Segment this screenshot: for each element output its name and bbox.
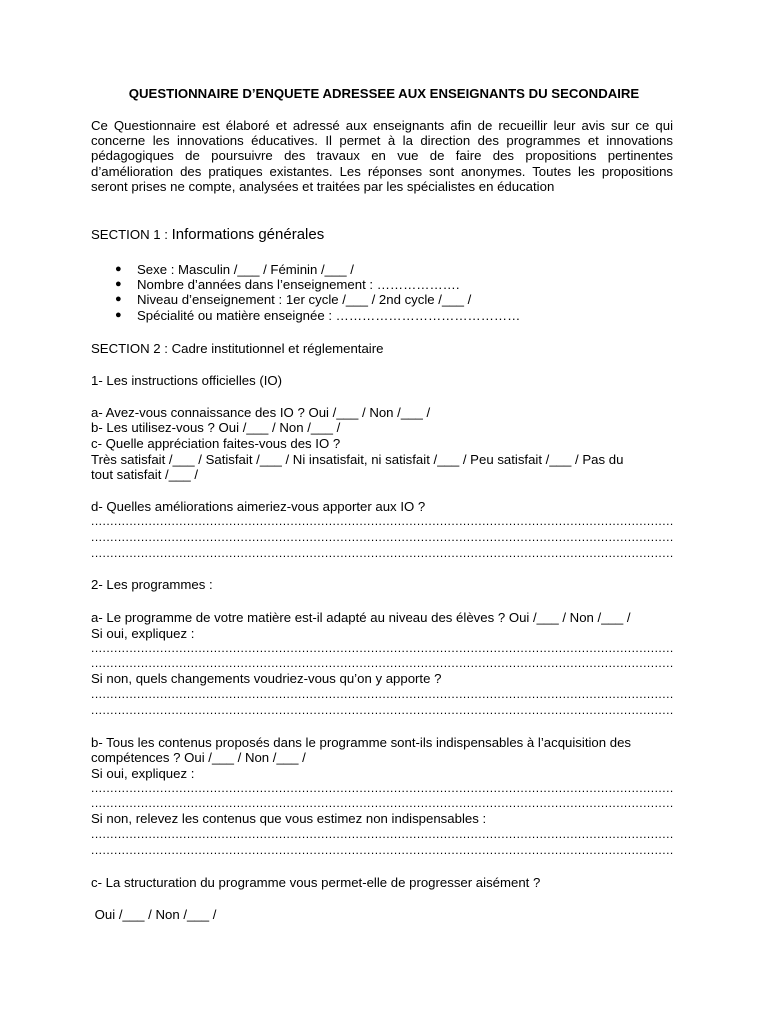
prog-question-c: c- La structuration du programme vous permet-elle de progresser aisément ?: [91, 875, 541, 890]
section1-separator: :: [160, 227, 172, 242]
bullet-level: Niveau d’enseignement : 1er cycle /___ / 2nd cycle /___ /: [137, 292, 472, 308]
section1-heading: [91, 227, 673, 242]
prog-question-b-cont: compétences ? Oui /___ / Non /___ /: [91, 750, 306, 765]
section1-title: Informations générales: [171, 226, 325, 243]
answer-line[interactable]: [91, 514, 673, 529]
answer-line[interactable]: [91, 687, 673, 702]
answer-line[interactable]: [91, 546, 673, 561]
prog-b-if-no: Si non, relevez les contenus que vous estimez non indispensables :: [91, 811, 487, 826]
answer-line[interactable]: [91, 703, 673, 718]
answer-line[interactable]: [91, 843, 673, 858]
io-question-c: c- Quelle appréciation faites-vous des IO ?: [91, 436, 341, 451]
bullet-icon: ●: [115, 278, 122, 291]
answer-line[interactable]: [91, 796, 673, 811]
bullet-icon: ●: [115, 263, 122, 275]
prog-question-a: a- Le programme de votre matière est-il adapté au niveau des élèves ? Oui /___ / Non /___ /: [91, 610, 631, 625]
prog-question-b: b- Tous les contenus proposés dans le programme sont-ils indispensables à l’acquisition des: [91, 735, 632, 750]
bullet-years: Nombre d’années dans l’enseignement : ……………….: [137, 277, 460, 293]
prog-a-if-yes: Si oui, expliquez :: [91, 626, 195, 641]
document-title: QUESTIONNAIRE D’ENQUETE ADRESSEE AUX ENSEIGNANTS DU SECONDAIRE: [128, 86, 640, 101]
answer-line[interactable]: [91, 781, 673, 796]
section2-heading: SECTION 2 : Cadre institutionnel et réglementaire: [91, 341, 384, 356]
io-heading: 1- Les instructions officielles (IO): [91, 373, 283, 388]
io-question-a: a- Avez-vous connaissance des IO ? Oui /___ / Non /___ /: [91, 405, 431, 420]
answer-line[interactable]: [91, 641, 673, 656]
prog-heading: 2- Les programmes :: [91, 577, 213, 592]
prog-c-answer[interactable]: Oui /___ / Non /___ /: [91, 907, 217, 922]
bullet-sexe: Sexe : Masculin /___ / Féminin /___ /: [137, 262, 354, 277]
bullet-subject: Spécialité ou matière enseignée : ……………………………………: [137, 307, 521, 323]
io-c-options-cont: tout satisfait /___ /: [91, 467, 199, 482]
bullet-icon: ●: [115, 293, 122, 306]
section1-label: SECTION 1: [91, 227, 161, 242]
io-c-options: Très satisfait /___ / Satisfait /___ / Ni insatisfait, ni satisfait /___ / Peu satisfait /___ / Pas du: [91, 452, 624, 467]
answer-line[interactable]: [91, 530, 673, 545]
prog-b-if-yes: Si oui, expliquez :: [91, 766, 195, 781]
answer-line[interactable]: [91, 827, 673, 842]
bullet-icon: ●: [115, 308, 122, 321]
general-info-list: [91, 262, 520, 323]
io-question-d: d- Quelles améliorations aimeriez-vous apporter aux IO ?: [91, 499, 426, 514]
list-item: [91, 277, 520, 292]
list-item: [91, 262, 520, 277]
list-item: [91, 308, 520, 323]
list-item: [91, 292, 520, 307]
io-question-b: b- Les utilisez-vous ? Oui /___ / Non /___ /: [91, 420, 341, 435]
prog-a-if-no: Si non, quels changements voudriez-vous qu’on y apporte ?: [91, 671, 442, 686]
answer-line[interactable]: [91, 656, 673, 671]
intro-paragraph: Ce Questionnaire est élaboré et adressé aux enseignants afin de recueillir leur avis sur ce qui concerne les innovations éducatives. Il permet à la direction des programmes et innovations pédagogiques de poursuivre des travaux en vue de faire des propositions pertinentes d’amélioration des pratiques existantes. Les réponses sont anonymes. Toutes les propositions seront prises ne compte, analysées et traitées par les spécialistes en éducation: [91, 118, 673, 194]
